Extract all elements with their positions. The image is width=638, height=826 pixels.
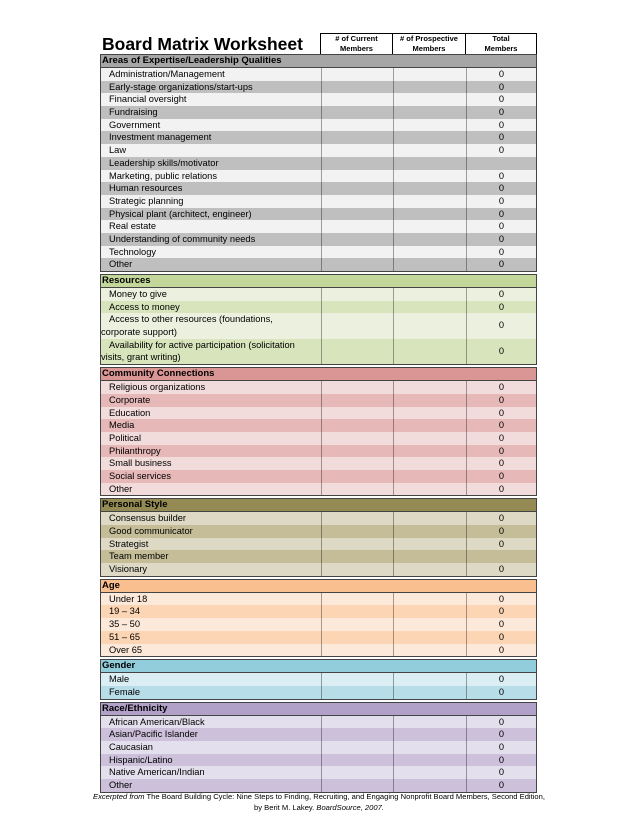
current-members-cell[interactable] bbox=[321, 394, 393, 407]
total-members-cell: 0 bbox=[466, 246, 536, 259]
prospective-members-cell[interactable] bbox=[393, 457, 466, 470]
prospective-members-cell[interactable] bbox=[393, 301, 466, 314]
table-row bbox=[101, 766, 536, 779]
current-members-cell[interactable] bbox=[321, 563, 393, 576]
total-members-cell: 0 bbox=[466, 483, 536, 496]
section-title: Personal Style bbox=[101, 499, 536, 512]
table-row bbox=[101, 754, 536, 767]
table-row bbox=[101, 605, 536, 618]
total-members-cell: 0 bbox=[466, 301, 536, 314]
table-row bbox=[101, 182, 536, 195]
current-members-cell[interactable] bbox=[321, 407, 393, 420]
table-row bbox=[101, 220, 536, 233]
table-row bbox=[101, 394, 536, 407]
row-label: Caucasian bbox=[109, 741, 153, 752]
table-row bbox=[101, 538, 536, 551]
table-row bbox=[101, 313, 536, 338]
prospective-members-cell[interactable] bbox=[393, 233, 466, 246]
total-members-cell: 0 bbox=[466, 538, 536, 551]
row-label: Under 18 bbox=[109, 593, 148, 604]
current-members-cell[interactable] bbox=[321, 631, 393, 644]
citation-line-2 bbox=[0, 802, 638, 813]
current-members-cell[interactable] bbox=[321, 741, 393, 754]
prospective-members-cell[interactable] bbox=[393, 419, 466, 432]
table-row bbox=[101, 157, 536, 170]
table-row bbox=[101, 195, 536, 208]
column-header-line: Members bbox=[484, 44, 518, 53]
table-row bbox=[101, 258, 536, 271]
current-members-cell[interactable] bbox=[321, 106, 393, 119]
prospective-members-cell[interactable] bbox=[393, 339, 466, 364]
current-members-cell[interactable] bbox=[321, 258, 393, 271]
prospective-members-cell[interactable] bbox=[393, 313, 466, 338]
table-row bbox=[101, 716, 536, 729]
row-label: Understanding of community needs bbox=[109, 233, 256, 244]
section bbox=[100, 498, 537, 576]
prospective-members-cell[interactable] bbox=[393, 381, 466, 394]
prospective-members-cell[interactable] bbox=[393, 716, 466, 729]
total-members-cell: 0 bbox=[466, 445, 536, 458]
total-members-cell: 0 bbox=[466, 644, 536, 657]
total-members-cell: 0 bbox=[466, 233, 536, 246]
column-header-current-members bbox=[320, 33, 393, 54]
table-row bbox=[101, 93, 536, 106]
table-row bbox=[101, 673, 536, 686]
column-header-line: # of Prospective bbox=[400, 34, 458, 43]
current-members-cell[interactable] bbox=[321, 512, 393, 525]
current-members-cell[interactable] bbox=[321, 457, 393, 470]
worksheet-sections bbox=[100, 54, 537, 793]
total-members-cell: 0 bbox=[466, 381, 536, 394]
row-label: Female bbox=[109, 686, 141, 697]
row-label: Good communicator bbox=[109, 526, 193, 537]
current-members-cell[interactable] bbox=[321, 68, 393, 81]
prospective-members-cell[interactable] bbox=[393, 754, 466, 767]
total-members-cell: 0 bbox=[466, 728, 536, 741]
row-label: Political bbox=[109, 432, 142, 443]
column-header-line: Total bbox=[492, 34, 510, 43]
current-members-cell[interactable] bbox=[321, 246, 393, 259]
row-label: Money to give bbox=[109, 289, 167, 299]
table-row bbox=[101, 618, 536, 631]
row-label: Hispanic/Latino bbox=[109, 754, 173, 765]
prospective-members-cell[interactable] bbox=[393, 728, 466, 741]
row-label bbox=[101, 339, 321, 364]
total-members-cell: 0 bbox=[466, 419, 536, 432]
prospective-members-cell[interactable] bbox=[393, 432, 466, 445]
table-row bbox=[101, 525, 536, 538]
section bbox=[100, 54, 537, 272]
prospective-members-cell[interactable] bbox=[393, 605, 466, 618]
table-row bbox=[101, 563, 536, 576]
table-row bbox=[101, 81, 536, 94]
total-members-cell: 0 bbox=[466, 182, 536, 195]
table-row bbox=[101, 445, 536, 458]
row-label: Other bbox=[109, 259, 133, 270]
table-row bbox=[101, 131, 536, 144]
total-members-cell: 0 bbox=[466, 673, 536, 686]
total-members-cell: 0 bbox=[466, 220, 536, 233]
current-members-cell[interactable] bbox=[321, 673, 393, 686]
row-label-line: visits, grant writing) bbox=[101, 352, 181, 363]
row-label: Government bbox=[109, 119, 161, 130]
current-members-cell[interactable] bbox=[321, 131, 393, 144]
table-row bbox=[101, 119, 536, 132]
table-row bbox=[101, 170, 536, 183]
row-label: Technology bbox=[109, 246, 157, 257]
table-row bbox=[101, 686, 536, 699]
citation-publisher: BoardSource, 2007. bbox=[316, 803, 384, 812]
prospective-members-cell[interactable] bbox=[393, 131, 466, 144]
citation-excerpted-from: Excerpted from bbox=[93, 792, 145, 801]
row-label: Asian/Pacific Islander bbox=[109, 729, 198, 740]
prospective-members-cell[interactable] bbox=[393, 741, 466, 754]
total-members-cell: 0 bbox=[466, 779, 536, 792]
prospective-members-cell[interactable] bbox=[393, 106, 466, 119]
current-members-cell[interactable] bbox=[321, 686, 393, 699]
total-members-cell: 0 bbox=[466, 106, 536, 119]
row-label: Strategic planning bbox=[109, 195, 184, 206]
current-members-cell[interactable] bbox=[321, 470, 393, 483]
current-members-cell[interactable] bbox=[321, 182, 393, 195]
prospective-members-cell[interactable] bbox=[393, 144, 466, 157]
row-label: Other bbox=[109, 780, 133, 791]
row-label: Philanthropy bbox=[109, 445, 161, 456]
table-row bbox=[101, 457, 536, 470]
current-members-cell[interactable] bbox=[321, 81, 393, 94]
table-row bbox=[101, 419, 536, 432]
table-row bbox=[101, 106, 536, 119]
current-members-cell[interactable] bbox=[321, 381, 393, 394]
row-label: Investment management bbox=[109, 132, 212, 143]
current-members-cell[interactable] bbox=[321, 538, 393, 551]
total-members-cell: 0 bbox=[466, 525, 536, 538]
total-members-cell: 0 bbox=[466, 394, 536, 407]
prospective-members-cell[interactable] bbox=[393, 195, 466, 208]
total-members-cell: 0 bbox=[466, 339, 536, 364]
current-members-cell[interactable] bbox=[321, 550, 393, 563]
table-row bbox=[101, 644, 536, 657]
total-members-cell: 0 bbox=[466, 741, 536, 754]
section-title: Age bbox=[101, 580, 536, 593]
current-members-cell[interactable] bbox=[321, 313, 393, 338]
column-header-total-members bbox=[465, 33, 537, 54]
table-row bbox=[101, 144, 536, 157]
current-members-cell[interactable] bbox=[321, 93, 393, 106]
prospective-members-cell[interactable] bbox=[393, 644, 466, 657]
total-members-cell: 0 bbox=[466, 605, 536, 618]
row-label: Marketing, public relations bbox=[109, 170, 217, 181]
total-members-cell: 0 bbox=[466, 195, 536, 208]
row-label: Religious organizations bbox=[109, 382, 206, 393]
total-members-cell: 0 bbox=[466, 119, 536, 132]
current-members-cell[interactable] bbox=[321, 483, 393, 496]
prospective-members-cell[interactable] bbox=[393, 563, 466, 576]
prospective-members-cell[interactable] bbox=[393, 182, 466, 195]
column-header-line: Members bbox=[340, 44, 373, 53]
row-label: 35 – 50 bbox=[109, 619, 141, 630]
row-label: African American/Black bbox=[109, 716, 205, 727]
row-label: 19 – 34 bbox=[109, 606, 141, 617]
table-row bbox=[101, 407, 536, 420]
citation-footer bbox=[0, 791, 638, 813]
current-members-cell[interactable] bbox=[321, 766, 393, 779]
prospective-members-cell[interactable] bbox=[393, 779, 466, 792]
current-members-cell[interactable] bbox=[321, 779, 393, 792]
prospective-members-cell[interactable] bbox=[393, 246, 466, 259]
section-title: Race/Ethnicity bbox=[101, 703, 536, 716]
prospective-members-cell[interactable] bbox=[393, 593, 466, 606]
total-members-cell: 0 bbox=[466, 593, 536, 606]
section bbox=[100, 702, 537, 793]
total-members-cell: 0 bbox=[466, 81, 536, 94]
current-members-cell[interactable] bbox=[321, 618, 393, 631]
total-members-cell: 0 bbox=[466, 457, 536, 470]
current-members-cell[interactable] bbox=[321, 754, 393, 767]
row-label: Education bbox=[109, 407, 151, 418]
row-label: Financial oversight bbox=[109, 94, 187, 105]
table-row bbox=[101, 779, 536, 792]
current-members-cell[interactable] bbox=[321, 525, 393, 538]
total-members-cell: 0 bbox=[466, 618, 536, 631]
current-members-cell[interactable] bbox=[321, 144, 393, 157]
current-members-cell[interactable] bbox=[321, 220, 393, 233]
section-title: Gender bbox=[101, 660, 536, 673]
current-members-cell[interactable] bbox=[321, 195, 393, 208]
section bbox=[100, 367, 537, 496]
table-row bbox=[101, 593, 536, 606]
prospective-members-cell[interactable] bbox=[393, 766, 466, 779]
current-members-cell[interactable] bbox=[321, 419, 393, 432]
table-row bbox=[101, 68, 536, 81]
prospective-members-cell[interactable] bbox=[393, 483, 466, 496]
prospective-members-cell[interactable] bbox=[393, 170, 466, 183]
board-matrix-worksheet bbox=[100, 33, 537, 795]
row-label: Native American/Indian bbox=[109, 767, 205, 778]
citation-author: by Berit M. Lakey. bbox=[254, 803, 315, 812]
section bbox=[100, 659, 537, 699]
current-members-cell[interactable] bbox=[321, 716, 393, 729]
section-title: Areas of Expertise/Leadership Qualities bbox=[101, 55, 536, 68]
total-members-cell bbox=[466, 550, 536, 563]
prospective-members-cell[interactable] bbox=[393, 208, 466, 221]
table-row bbox=[101, 741, 536, 754]
section-title: Resources bbox=[101, 275, 536, 288]
current-members-cell[interactable] bbox=[321, 605, 393, 618]
row-label: Male bbox=[109, 674, 130, 685]
row-label: Small business bbox=[109, 458, 172, 469]
current-members-cell[interactable] bbox=[321, 301, 393, 314]
total-members-cell: 0 bbox=[466, 208, 536, 221]
citation-book-title: The Board Building Cycle: Nine Steps to Finding, Recruiting, and Engaging Nonprofit Board Members, Second Edition, bbox=[146, 792, 545, 801]
row-label: Human resources bbox=[109, 183, 183, 194]
row-label: Strategist bbox=[109, 538, 149, 549]
page-title: Board Matrix Worksheet bbox=[102, 34, 303, 54]
current-members-cell[interactable] bbox=[321, 119, 393, 132]
total-members-cell: 0 bbox=[466, 258, 536, 271]
table-row bbox=[101, 483, 536, 496]
row-label: Leadership skills/motivator bbox=[109, 157, 219, 168]
table-row bbox=[101, 432, 536, 445]
section bbox=[100, 579, 537, 657]
table-row bbox=[101, 381, 536, 394]
row-label: Early-stage organizations/start-ups bbox=[109, 81, 253, 92]
total-members-cell: 0 bbox=[466, 288, 536, 301]
prospective-members-cell[interactable] bbox=[393, 550, 466, 563]
table-row bbox=[101, 512, 536, 525]
prospective-members-cell[interactable] bbox=[393, 258, 466, 271]
row-label-line: Availability for active participation (solicitation bbox=[109, 339, 295, 350]
row-label: Corporate bbox=[109, 394, 151, 405]
current-members-cell[interactable] bbox=[321, 157, 393, 170]
citation-line-1 bbox=[0, 791, 638, 802]
table-row bbox=[101, 631, 536, 644]
table-row bbox=[101, 339, 536, 364]
row-label: Law bbox=[109, 145, 127, 156]
total-members-cell: 0 bbox=[466, 68, 536, 81]
column-header-prospective-members bbox=[392, 33, 466, 54]
table-row bbox=[101, 233, 536, 246]
total-members-cell: 0 bbox=[466, 170, 536, 183]
prospective-members-cell[interactable] bbox=[393, 394, 466, 407]
current-members-cell[interactable] bbox=[321, 170, 393, 183]
table-row bbox=[101, 301, 536, 314]
row-label: Physical plant (architect, engineer) bbox=[109, 208, 252, 219]
worksheet-header bbox=[100, 33, 537, 54]
total-members-cell: 0 bbox=[466, 470, 536, 483]
row-label: Over 65 bbox=[109, 644, 143, 655]
prospective-members-cell[interactable] bbox=[393, 525, 466, 538]
prospective-members-cell[interactable] bbox=[393, 618, 466, 631]
total-members-cell: 0 bbox=[466, 716, 536, 729]
total-members-cell: 0 bbox=[466, 93, 536, 106]
current-members-cell[interactable] bbox=[321, 432, 393, 445]
row-label: Social services bbox=[109, 470, 172, 481]
section bbox=[100, 274, 537, 365]
row-label-line: corporate support) bbox=[101, 326, 177, 337]
total-members-cell: 0 bbox=[466, 754, 536, 767]
prospective-members-cell[interactable] bbox=[393, 157, 466, 170]
row-label: Media bbox=[109, 420, 135, 431]
current-members-cell[interactable] bbox=[321, 208, 393, 221]
current-members-cell[interactable] bbox=[321, 593, 393, 606]
table-row bbox=[101, 208, 536, 221]
prospective-members-cell[interactable] bbox=[393, 407, 466, 420]
total-members-cell: 0 bbox=[466, 766, 536, 779]
row-label: 51 – 65 bbox=[109, 631, 141, 642]
prospective-members-cell[interactable] bbox=[393, 119, 466, 132]
prospective-members-cell[interactable] bbox=[393, 288, 466, 301]
table-row bbox=[101, 288, 536, 301]
row-label: Access to money bbox=[109, 301, 180, 312]
total-members-cell: 0 bbox=[466, 432, 536, 445]
row-label: Fundraising bbox=[109, 107, 158, 118]
table-row bbox=[101, 246, 536, 259]
prospective-members-cell[interactable] bbox=[393, 68, 466, 81]
current-members-cell[interactable] bbox=[321, 288, 393, 301]
prospective-members-cell[interactable] bbox=[393, 93, 466, 106]
column-header-line: # of Current bbox=[335, 34, 378, 43]
column-header-line: Members bbox=[412, 44, 446, 53]
total-members-cell bbox=[466, 157, 536, 170]
total-members-cell: 0 bbox=[466, 313, 536, 338]
prospective-members-cell[interactable] bbox=[393, 81, 466, 94]
row-label: Consensus builder bbox=[109, 513, 187, 524]
table-row bbox=[101, 728, 536, 741]
row-label: Visionary bbox=[109, 564, 148, 575]
total-members-cell: 0 bbox=[466, 512, 536, 525]
total-members-cell: 0 bbox=[466, 407, 536, 420]
total-members-cell: 0 bbox=[466, 631, 536, 644]
row-label bbox=[101, 313, 321, 338]
prospective-members-cell[interactable] bbox=[393, 631, 466, 644]
row-label-line: Access to other resources (foundations, bbox=[109, 314, 273, 325]
current-members-cell[interactable] bbox=[321, 445, 393, 458]
prospective-members-cell[interactable] bbox=[393, 220, 466, 233]
prospective-members-cell[interactable] bbox=[393, 512, 466, 525]
row-label: Team member bbox=[109, 551, 169, 562]
total-members-cell: 0 bbox=[466, 131, 536, 144]
current-members-cell[interactable] bbox=[321, 339, 393, 364]
prospective-members-cell[interactable] bbox=[393, 686, 466, 699]
current-members-cell[interactable] bbox=[321, 644, 393, 657]
prospective-members-cell[interactable] bbox=[393, 445, 466, 458]
row-label: Other bbox=[109, 483, 133, 494]
total-members-cell: 0 bbox=[466, 563, 536, 576]
total-members-cell: 0 bbox=[466, 144, 536, 157]
section-title: Community Connections bbox=[101, 368, 536, 381]
total-members-cell: 0 bbox=[466, 686, 536, 699]
current-members-cell[interactable] bbox=[321, 233, 393, 246]
prospective-members-cell[interactable] bbox=[393, 470, 466, 483]
current-members-cell[interactable] bbox=[321, 728, 393, 741]
row-label: Administration/Management bbox=[109, 69, 225, 79]
table-row bbox=[101, 470, 536, 483]
row-label: Real estate bbox=[109, 221, 157, 232]
prospective-members-cell[interactable] bbox=[393, 673, 466, 686]
table-row bbox=[101, 550, 536, 563]
prospective-members-cell[interactable] bbox=[393, 538, 466, 551]
